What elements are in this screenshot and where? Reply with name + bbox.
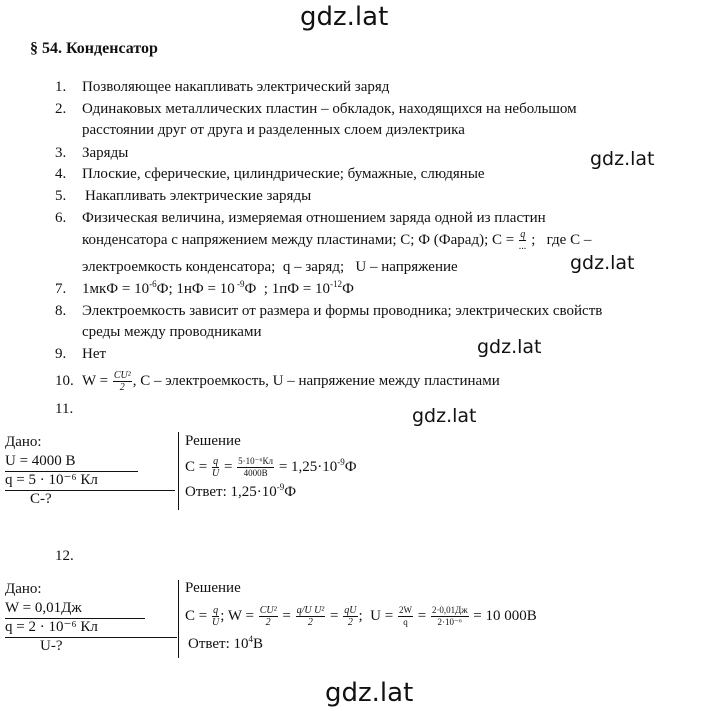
watermark: gdz.lat [300, 2, 389, 32]
item-text: Одинаковых металлических пластин – обкладок, находящихся на небольшом [82, 101, 577, 117]
divider [178, 432, 179, 510]
formula-text: , C – электроемкость, U – напряжение между пластинами [132, 373, 500, 389]
fraction [431, 605, 469, 628]
fraction-numerator: CU² [259, 605, 277, 616]
watermark: gdz.lat [325, 678, 414, 708]
fraction-denominator: 2·10⁻⁶ [437, 617, 462, 627]
fraction-numerator: 2·0,01Дж [431, 605, 468, 615]
fraction [296, 605, 326, 628]
formula-text: Ф [284, 484, 297, 500]
item-text [82, 370, 500, 393]
formula-text: Ф ; 1пФ = 10 [244, 281, 331, 297]
answer-line [185, 484, 296, 501]
fraction-numerator: q/U U² [296, 605, 325, 616]
fraction-denominator: 2 [347, 617, 353, 628]
fraction [343, 605, 357, 628]
formula-text: Ф [344, 458, 357, 475]
item-number: 9. [55, 346, 67, 362]
fraction-numerator: qU [344, 605, 357, 616]
item-text: Заряды [82, 145, 129, 161]
fraction-denominator: ... [518, 241, 527, 253]
fraction-numerator: 2W [398, 605, 412, 615]
formula-text: C = [185, 607, 208, 624]
formula-text: ; U = [358, 607, 394, 624]
watermark: gdz.lat [590, 148, 655, 170]
given-value: U = 4000 В [5, 453, 76, 469]
exponent: -6 [149, 279, 157, 289]
exponent: -9 [276, 482, 285, 492]
item-number: 12. [55, 548, 74, 564]
item-number: 11. [55, 401, 74, 417]
item-text: Позволяющее накапливать электрический заряд [82, 79, 390, 95]
fraction-numerator: q [213, 605, 219, 616]
divider [5, 637, 177, 638]
fraction [259, 605, 278, 628]
item-number: 5. [55, 188, 67, 204]
fraction-denominator: U [211, 617, 220, 628]
item-text [82, 229, 591, 252]
exponent: -9 [234, 279, 245, 289]
find-value: U-? [40, 638, 63, 654]
fraction-denominator: 4000В [243, 468, 268, 478]
divider [5, 471, 138, 472]
formula-text: C = [185, 458, 208, 475]
solution-title: Решение [185, 580, 241, 596]
item-text: Нет [82, 346, 107, 362]
formula-text: = [330, 607, 339, 624]
formula-text: = 1,25·10 [278, 458, 338, 475]
fraction-denominator: 2 [307, 617, 313, 628]
formula-text: Ф [342, 281, 354, 297]
item-number: 8. [55, 303, 67, 319]
given-title: Дано: [5, 581, 42, 597]
item-text: расстоянии друг от друга и разделенных слоем диэлектрика [82, 122, 465, 138]
item-text: Физическая величина, измеряемая отношением заряда одной из пластин [82, 210, 546, 226]
divider [5, 618, 145, 619]
given-value: W = 0,01Дж [5, 600, 82, 616]
item-number: 10. [55, 373, 74, 389]
formula-text: Ф; 1нФ = 10 [156, 281, 235, 297]
fraction [212, 605, 219, 628]
formula-text: Ответ: 10 [188, 636, 249, 652]
exponent: -9 [337, 456, 345, 467]
fraction [113, 370, 132, 393]
fraction-denominator: 2 [119, 382, 125, 394]
fraction-numerator: CU² [113, 370, 131, 382]
solution-formula [185, 605, 537, 628]
given-value: q = 5 · 10⁻⁶ Кл [5, 472, 98, 488]
item-text: среды между проводниками [82, 324, 262, 340]
fraction-numerator: q [213, 456, 219, 467]
formula-text: В [253, 636, 264, 652]
item-number: 4. [55, 166, 67, 182]
watermark: gdz.lat [570, 252, 635, 274]
given-title: Дано: [5, 434, 42, 450]
find-value: C-? [30, 491, 52, 507]
answer-line [188, 636, 263, 653]
fraction-denominator: q [403, 617, 408, 627]
item-number: 7. [55, 281, 67, 297]
item-text: Накапливать электрические заряды [85, 188, 312, 204]
item-number: 2. [55, 101, 67, 117]
item-text: электроемкость конденсатора; q – заряд; U – напряжение [82, 259, 458, 275]
fraction-numerator: 5·10⁻⁶Кл [238, 456, 274, 466]
fraction-denominator: 2 [265, 617, 271, 628]
fraction [212, 456, 219, 479]
fraction [519, 229, 527, 252]
formula-text: = 10 000В [473, 607, 537, 624]
page-title: § 54. Конденсатор [30, 40, 158, 57]
formula-text: ; W = [220, 607, 254, 624]
watermark: gdz.lat [412, 405, 477, 427]
item-number: 3. [55, 145, 67, 161]
formula-text: ; где C – [531, 232, 592, 248]
solution-title: Решение [185, 433, 241, 449]
item-number: 1. [55, 79, 67, 95]
watermark: gdz.lat [477, 336, 542, 358]
formula-text: конденсатора с напряжением между пластинами; C; Ф (Фарад); C = [82, 232, 515, 248]
exponent: -12 [330, 279, 343, 289]
fraction [398, 605, 413, 628]
item-number: 6. [55, 210, 67, 226]
given-value: q = 2 · 10⁻⁶ Кл [5, 619, 98, 635]
item-text [82, 278, 354, 300]
fraction-numerator: q [520, 229, 526, 241]
divider [5, 490, 175, 491]
formula-text: W = [82, 373, 109, 389]
fraction [237, 456, 274, 479]
item-text: Электроемкость зависит от размера и формы проводника; электрических свойств [82, 303, 603, 319]
formula-text: Ответ: 1,25·10 [185, 484, 277, 500]
fraction-denominator: U [211, 468, 220, 479]
formula-text: = [282, 607, 291, 624]
item-text: Плоские, сферические, цилиндрические; бумажные, слюдяные [82, 166, 485, 182]
solution-formula: C = $\frac{q}{U}$ = $\frac{\text{5·10⁻⁶Кл}}{4000В}$ = $1,25\cdot 10^{-9}Ф$ [185, 456, 357, 479]
formula-text: = [417, 607, 427, 624]
divider [178, 580, 179, 658]
formula-text: 1мкФ = 10 [82, 281, 150, 297]
exponent: 4 [248, 634, 254, 644]
